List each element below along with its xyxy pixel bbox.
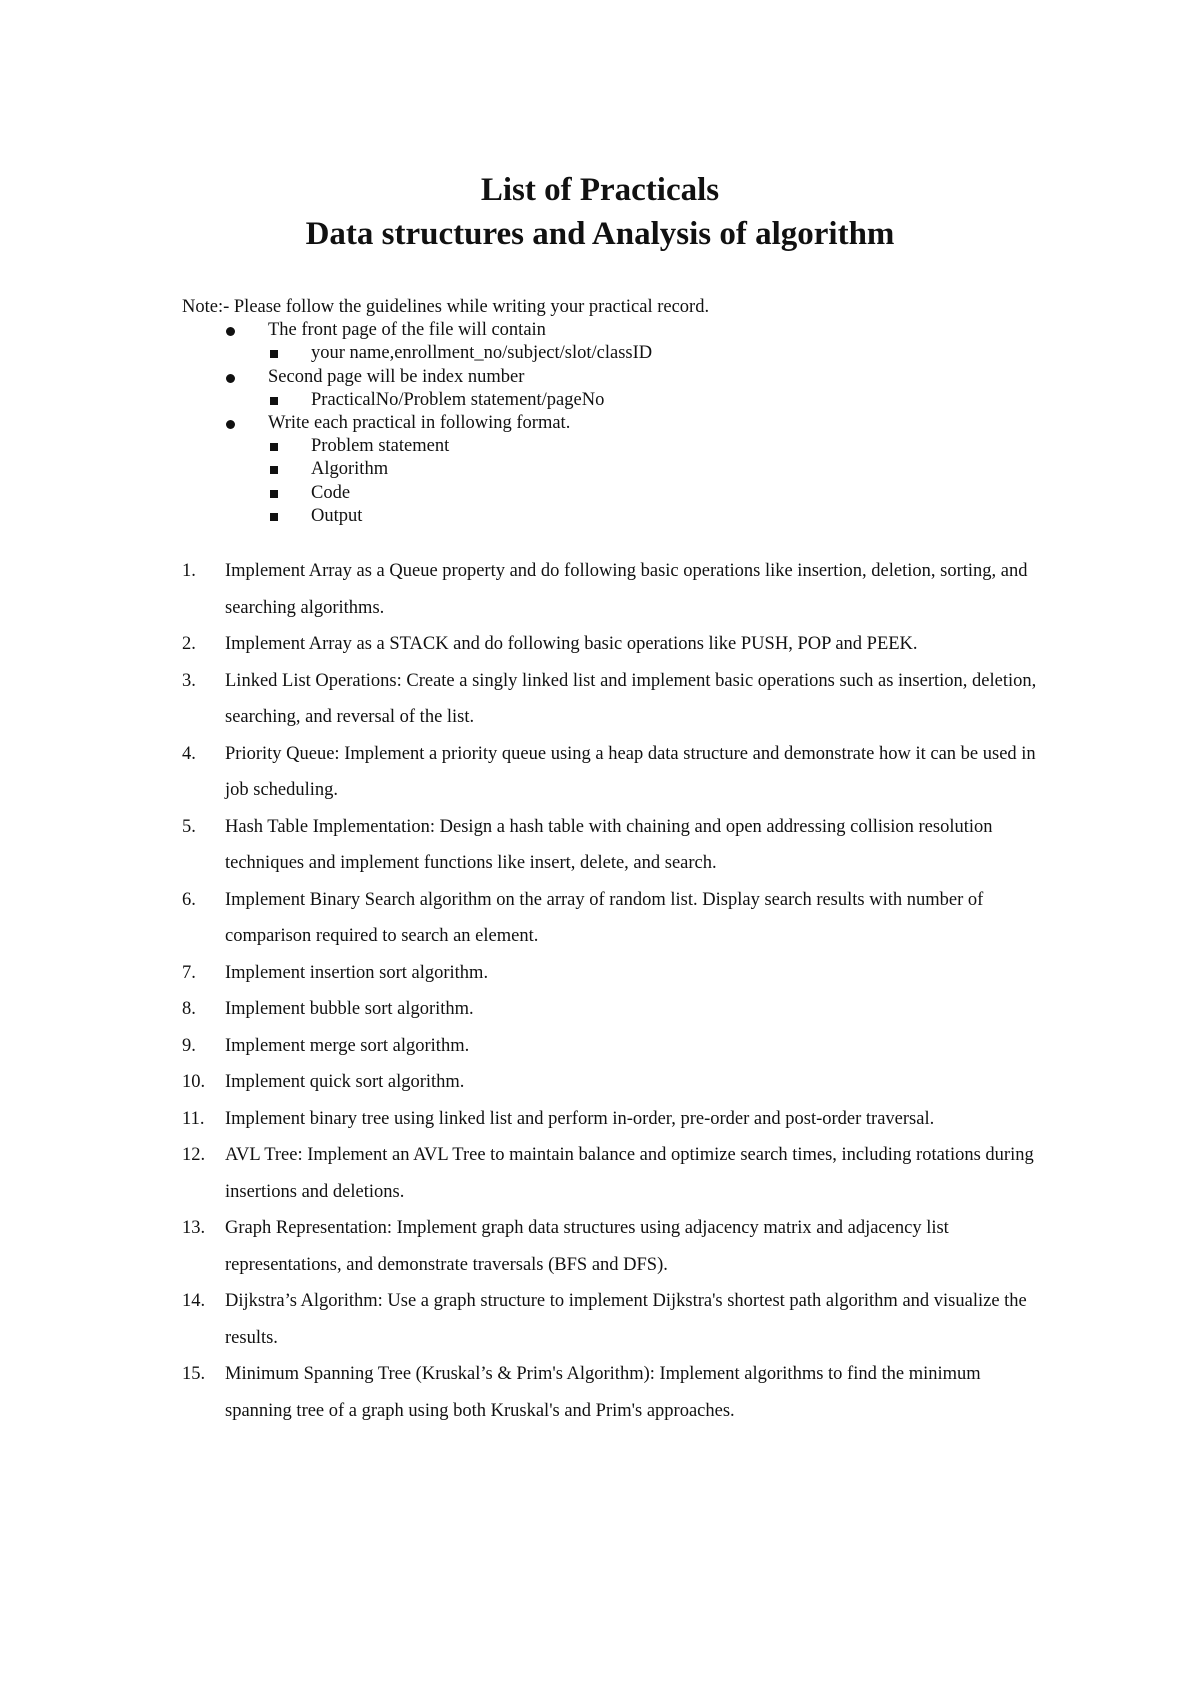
bullet-dot-icon <box>226 327 235 336</box>
practical-text: Implement quick sort algorithm. <box>225 1072 465 1092</box>
sub-bullet-item <box>182 435 1042 458</box>
practical-text: Linked List Operations: Create a singly linked list and implement basic operations such as insertion, deletion, searching, and reversal of the list. <box>225 670 1037 727</box>
practical-number: 8. <box>182 999 196 1019</box>
bullet-text: The front page of the file will contain <box>268 320 546 341</box>
sub-bullet-item <box>182 458 1042 481</box>
practical-item <box>182 1064 1042 1101</box>
note-intro: Note:- Please follow the guidelines while writing your practical record. <box>182 297 710 317</box>
practical-text: Implement binary tree using linked list and perform in-order, pre-order and post-order traversal. <box>225 1108 935 1129</box>
square-bullet-icon <box>270 490 278 498</box>
practical-item <box>182 1356 1042 1429</box>
practical-item <box>182 1210 1042 1283</box>
practical-number: 10. <box>182 1072 206 1092</box>
square-bullet-icon <box>270 443 278 451</box>
sub-bullet-item <box>182 342 1042 365</box>
bullet-item <box>182 412 1042 435</box>
square-bullet-icon <box>270 397 278 405</box>
bullet-item <box>182 319 1042 342</box>
practical-text: Implement Binary Search algorithm on the array of random list. Display search results with number of comparison required to search an element. <box>225 889 984 946</box>
sub-bullet-text: Output <box>311 505 363 526</box>
practical-number: 11. <box>182 1108 205 1129</box>
sub-bullet-text: Problem statement <box>311 436 450 457</box>
practical-item <box>182 553 1042 626</box>
practical-text: Priority Queue: Implement a priority queue using a heap data structure and demonstrate how it can be used in job scheduling. <box>225 743 1036 800</box>
document-title <box>0 168 1200 256</box>
title-line-1: List of Practicals <box>480 172 720 208</box>
practical-item <box>182 955 1042 992</box>
square-bullet-icon <box>270 513 278 521</box>
practical-number: 12. <box>182 1145 206 1165</box>
practical-number: 9. <box>182 1035 196 1056</box>
sub-bullet-text: Algorithm <box>311 459 389 480</box>
guidelines-note <box>182 296 1042 528</box>
title-line-2: Data structures and Analysis of algorithm <box>305 216 895 252</box>
practical-item <box>182 1101 1042 1138</box>
practical-number: 5. <box>182 816 196 837</box>
practical-text: Graph Representation: Implement graph data structures using adjacency matrix and adjacency list representations, and demonstrate traversals (BFS and DFS). <box>225 1218 949 1275</box>
practical-text: AVL Tree: Implement an AVL Tree to maintain balance and optimize search times, including rotations during insertions and deletions. <box>225 1145 1034 1202</box>
practical-item <box>182 626 1042 663</box>
practical-text: Implement merge sort algorithm. <box>225 1035 470 1056</box>
bullet-item <box>182 366 1042 389</box>
practical-item <box>182 1283 1042 1356</box>
practical-text: Dijkstra’s Algorithm: Use a graph structure to implement Dijkstra's shortest path algorithm and visualize the results. <box>225 1291 1027 1348</box>
practical-text: Minimum Spanning Tree (Kruskal’s & Prim's Algorithm): Implement algorithms to find the minimum spanning tree of a graph using both Kruskal's and Prim's approaches. <box>225 1364 981 1421</box>
square-bullet-icon <box>270 350 278 358</box>
bullet-text: Write each practical in following format. <box>268 412 571 433</box>
practical-number: 13. <box>182 1218 206 1238</box>
sub-bullet-item <box>182 389 1042 412</box>
practical-item <box>182 663 1042 736</box>
practical-number: 14. <box>182 1291 206 1311</box>
practical-number: 7. <box>182 962 196 983</box>
practical-text: Implement insertion sort algorithm. <box>225 962 489 983</box>
sub-bullet-text: Code <box>311 482 351 503</box>
sub-bullet-text: your name,enrollment_no/subject/slot/classID <box>311 343 653 364</box>
practical-number: 6. <box>182 889 196 910</box>
bullet-dot-icon <box>226 374 235 383</box>
practicals-list <box>182 553 1042 1429</box>
bullet-text: Second page will be index number <box>268 366 525 387</box>
practical-item <box>182 736 1042 809</box>
sub-bullet-item <box>182 505 1042 528</box>
practical-item <box>182 1028 1042 1065</box>
sub-bullet-text: PracticalNo/Problem statement/pageNo <box>311 389 605 410</box>
practical-number: 1. <box>182 561 196 581</box>
practical-text: Implement bubble sort algorithm. <box>225 999 474 1019</box>
bullet-dot-icon <box>226 420 235 429</box>
practical-item <box>182 882 1042 955</box>
practical-number: 15. <box>182 1364 206 1384</box>
practical-number: 2. <box>182 634 196 654</box>
practical-item <box>182 809 1042 882</box>
practical-number: 4. <box>182 743 196 764</box>
practical-text: Implement Array as a Queue property and do following basic operations like insertion, deletion, sorting, and searching algorithms. <box>225 561 1028 618</box>
practical-item <box>182 1137 1042 1210</box>
square-bullet-icon <box>270 466 278 474</box>
sub-bullet-item <box>182 482 1042 505</box>
practical-text: Implement Array as a STACK and do following basic operations like PUSH, POP and PEEK. <box>225 634 918 654</box>
practical-number: 3. <box>182 670 196 691</box>
practical-text: Hash Table Implementation: Design a hash table with chaining and open addressing collision resolution techniques and implement functions like insert, delete, and search. <box>225 816 993 873</box>
practical-item <box>182 991 1042 1028</box>
